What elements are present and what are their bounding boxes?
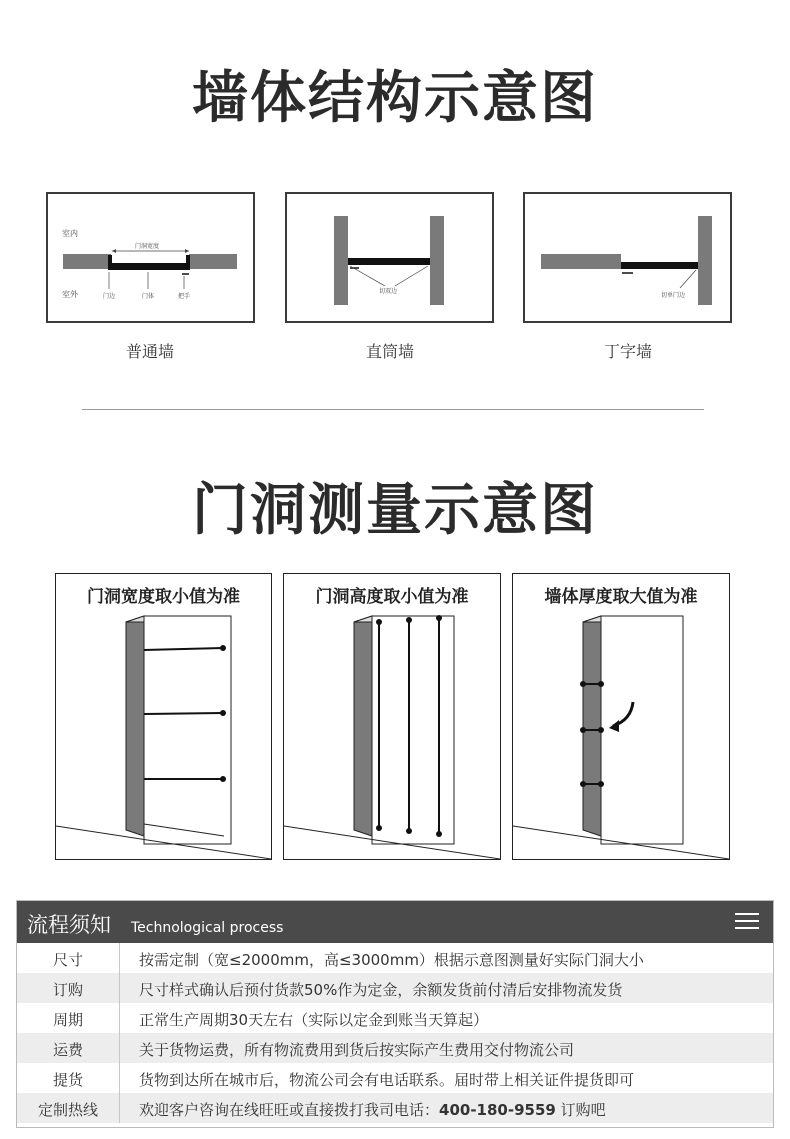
door-frame-right: [186, 255, 190, 270]
row-value: 按需定制（宽≤2000mm，高≤3000mm）根据示意图测量好实际门洞大小: [139, 951, 644, 969]
wall-panel-straight: [285, 192, 494, 323]
row-key: 提货: [52, 1071, 83, 1089]
label-door-body: 门体: [142, 293, 155, 300]
process-row-hotline: [17, 1093, 773, 1123]
process-row-freight: [17, 1033, 773, 1063]
measure-panel-width: [55, 573, 272, 860]
process-row-order: [17, 973, 773, 1003]
label-indoor: 室内: [62, 229, 78, 238]
wall-right: [430, 216, 444, 305]
t-wall-diagram: [525, 194, 730, 321]
row-value: 关于货物运费，所有物流费用到货后按实际产生费用交付物流公司: [139, 1041, 575, 1059]
door-body: [621, 262, 698, 269]
row-value: 货物到达所在城市后，物流公司会有电话联系。届时带上相关证件提货即可: [139, 1071, 635, 1089]
label-door-edge: 门边: [103, 293, 116, 300]
row-key: 周期: [52, 1011, 83, 1029]
wall-horizontal: [541, 254, 621, 269]
row-key: 订购: [52, 981, 83, 999]
measure-height-title: 门洞高度取小值为准: [315, 587, 469, 607]
door-frame-left: [108, 255, 112, 270]
measure-panel-height: [283, 573, 501, 860]
process-title-cn: 流程须知: [27, 913, 111, 937]
height-measure-diagram: [284, 574, 500, 859]
measure-section-title: 门洞测量示意图: [192, 478, 598, 543]
wall-section-title: 墙体结构示意图: [192, 66, 598, 131]
section-divider: [82, 409, 704, 410]
menu-icon[interactable]: [735, 913, 759, 933]
label-handle: 把手: [178, 293, 191, 300]
wall-left: [63, 254, 111, 269]
process-row-pickup: [17, 1063, 773, 1093]
row-key: 尺寸: [52, 951, 83, 969]
wall-left: [334, 216, 348, 305]
caption-ordinary-wall: 普通墙: [125, 342, 174, 361]
label-width: 门洞宽度: [135, 243, 160, 250]
measure-thickness-title: 墙体厚度取大值为准: [544, 587, 698, 607]
wall-panel-t: [523, 192, 732, 323]
process-table: [16, 900, 774, 1128]
process-header: [17, 901, 773, 943]
wall-vertical: [698, 216, 712, 305]
straight-wall-diagram: [287, 194, 492, 321]
label-outdoor: 室外: [62, 290, 78, 299]
thickness-measure-diagram: [513, 574, 729, 859]
label-cut-single: 切单门边: [661, 292, 686, 299]
door-body: [348, 258, 430, 265]
ordinary-wall-diagram: [48, 194, 253, 321]
width-measure-diagram: [56, 574, 271, 859]
row-value: 欢迎客户咨询在线旺旺或直接拨打我司电话：400-180-9559 订购吧: [139, 1101, 606, 1119]
label-cut-both: 切双边: [379, 288, 398, 295]
process-title-en: Technological process: [131, 920, 284, 936]
caption-t-wall: 丁字墙: [603, 342, 652, 361]
row-key: 运费: [52, 1041, 83, 1059]
wall-panel-ordinary: [46, 192, 255, 323]
process-row-cycle: [17, 1003, 773, 1033]
row-value: 尺寸样式确认后预付货款50%作为定金，余额发货前付清后安排物流发货: [139, 981, 623, 999]
caption-straight-wall: 直筒墙: [365, 342, 414, 361]
row-key: 定制热线: [37, 1101, 98, 1119]
hotline-phone[interactable]: 400-180-9559: [439, 1101, 556, 1119]
measure-panel-thickness: [512, 573, 730, 860]
process-row-size: [17, 943, 773, 973]
door-body: [111, 263, 189, 270]
row-value: 正常生产周期30天左右（实际以定金到账当天算起）: [139, 1011, 489, 1029]
measure-width-title: 门洞宽度取小值为准: [87, 587, 240, 607]
wall-right: [189, 254, 237, 269]
